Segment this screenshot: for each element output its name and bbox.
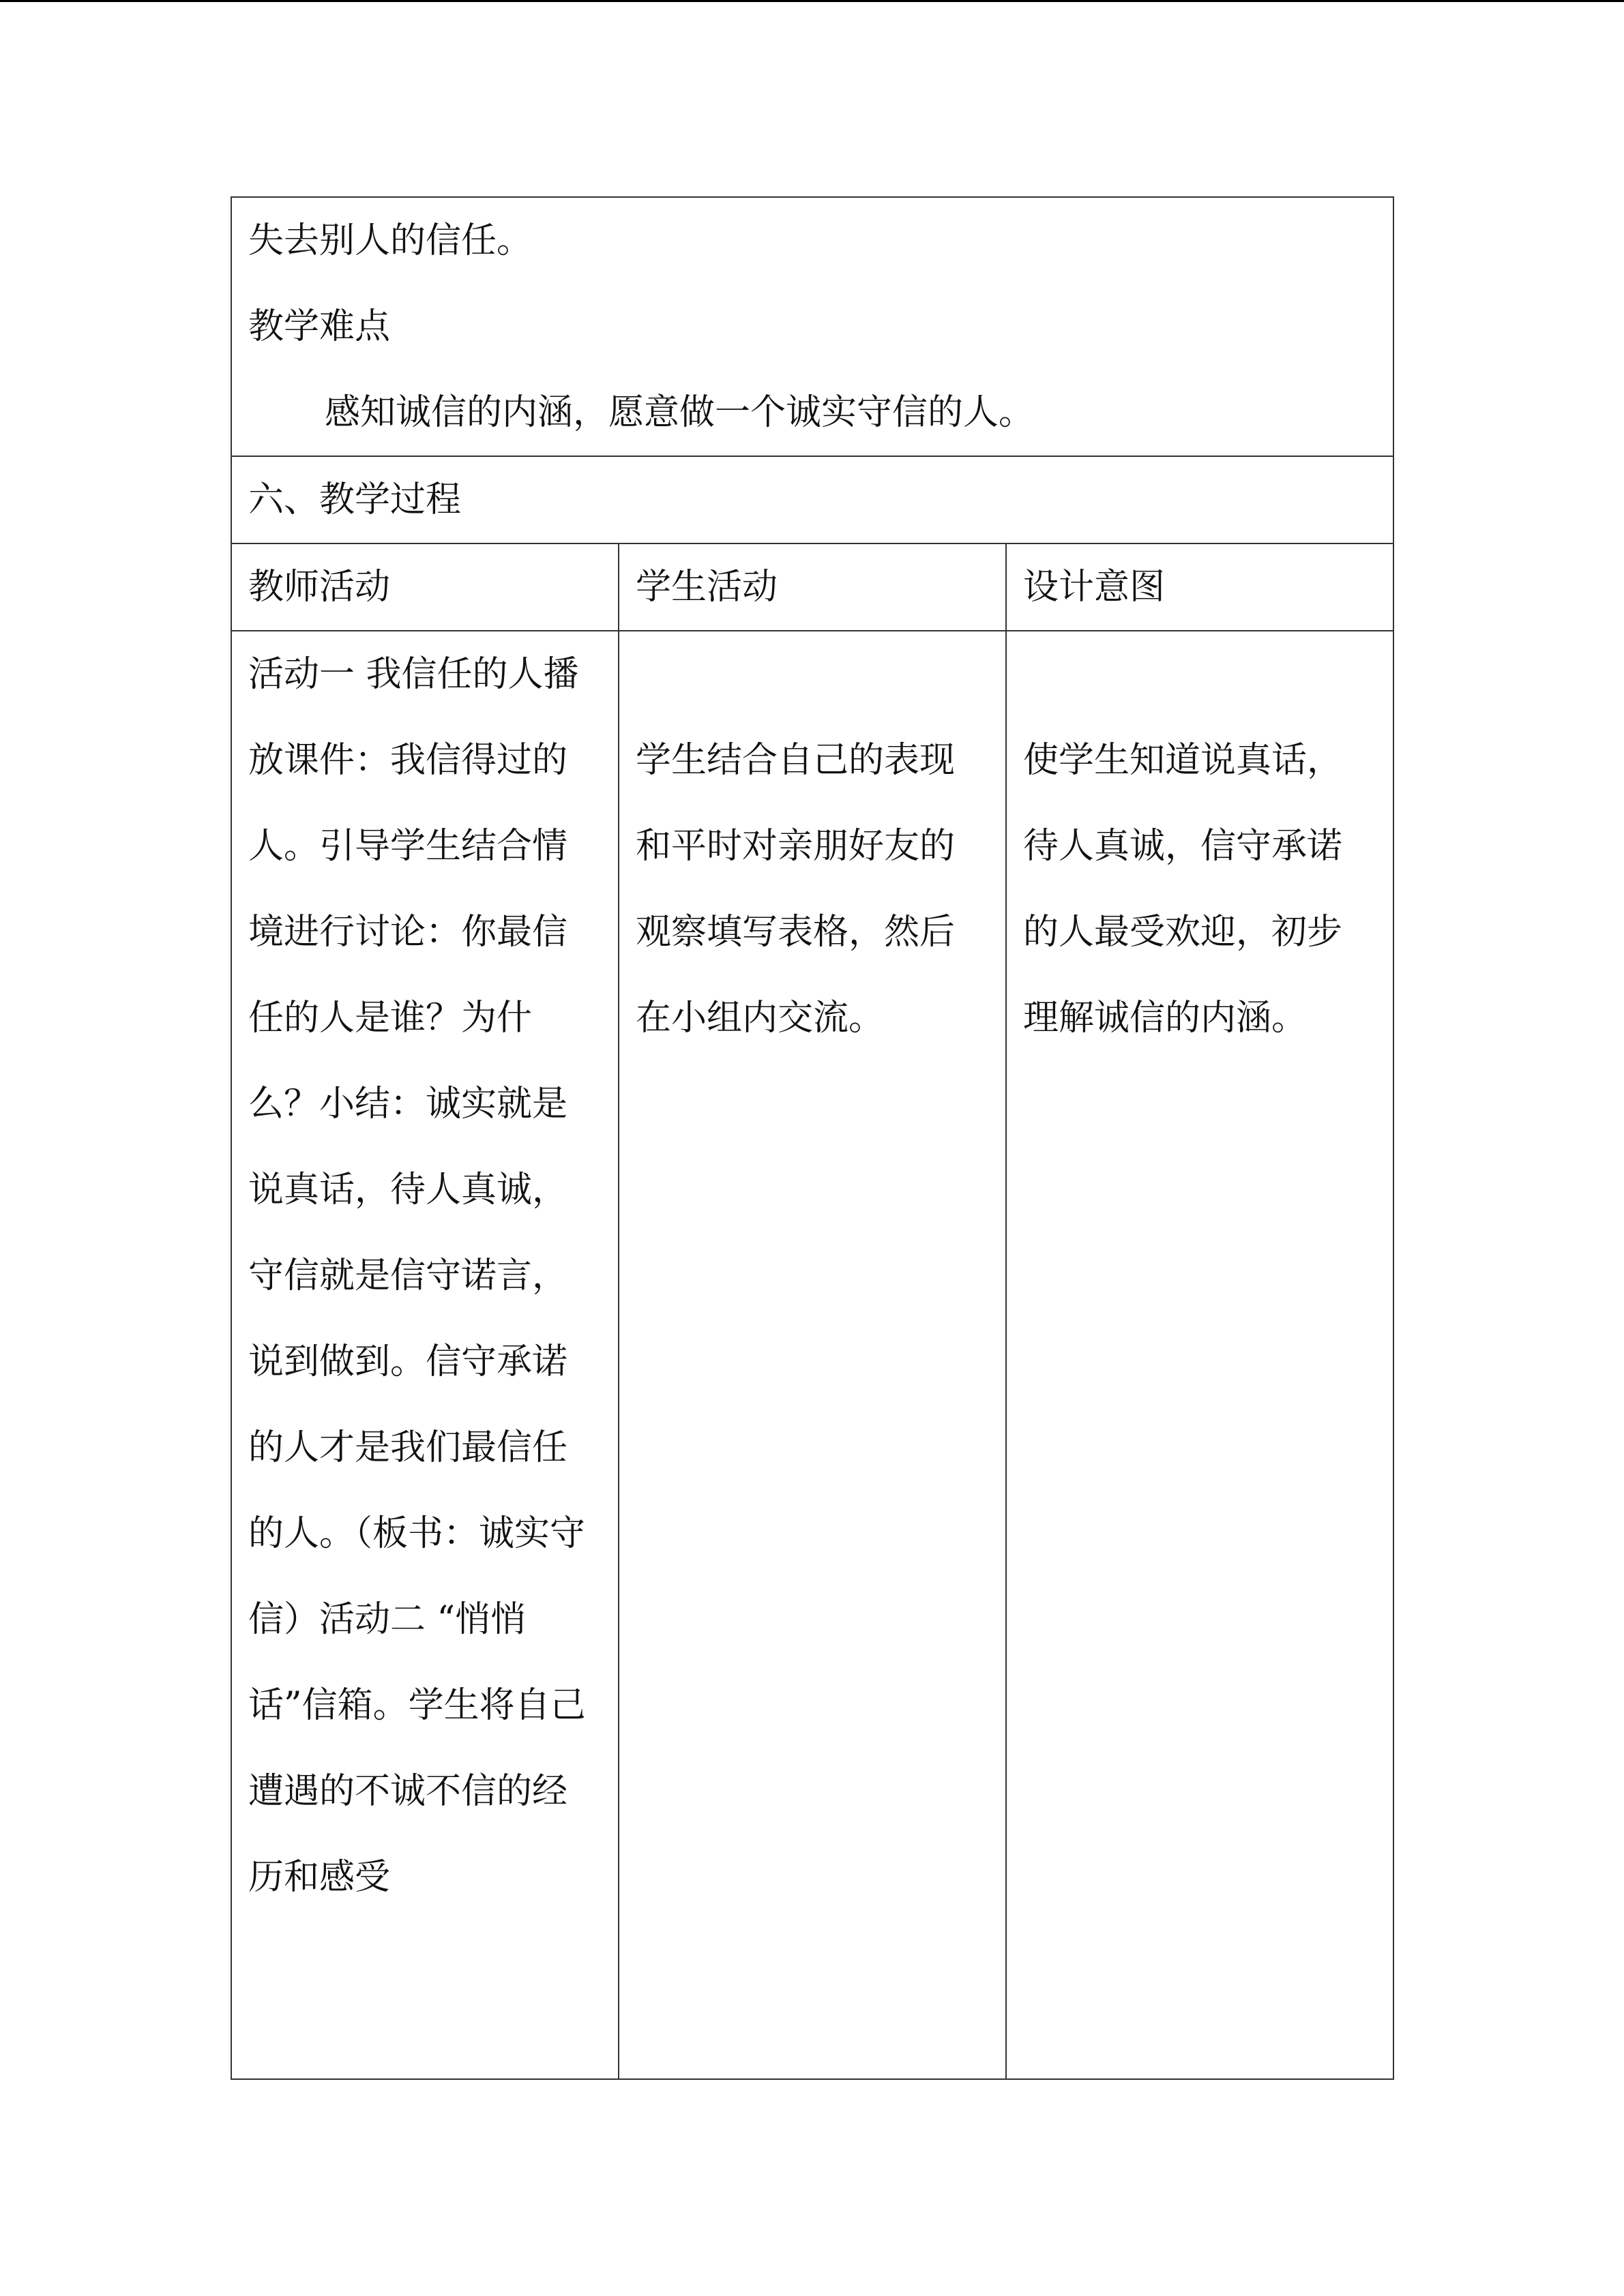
teacher-activity-text: 活动一 我信任的人播放课件：我信得过的人。引导学生结合情境进行讨论：你最信任的人是谁？为什么？小结：诚实就是说真话，待人真诚，守信就是信守诺言，说到做到。信守承诺的人才是我们最信任的人。（板书：诚实守信）活动二 “悄悄话”信箱。学生将自己遭遇的不诚不信的经历和感受 (248, 654, 586, 1898)
intro-row (231, 197, 1393, 456)
column-header-student: 学生活动 (619, 543, 1006, 631)
student-activity-cell (619, 631, 1006, 2079)
activity-row (231, 631, 1393, 2079)
lesson-plan-table (231, 196, 1394, 2080)
intro-cell (231, 197, 1393, 456)
difficulty-text: 感知诚信的内涵，愿意做一个诚实守信的人。 (325, 392, 1035, 433)
column-header-teacher: 教师活动 (231, 543, 619, 631)
teacher-activity-cell (231, 631, 619, 2079)
design-intent-text: 使学生知道说真话，待人真诚，信守承诺的人最受欢迎，初步理解诚信的内涵。 (1023, 740, 1343, 1039)
column-header-intent: 设计意图 (1006, 543, 1393, 631)
column-header-row (231, 543, 1393, 631)
page-top-border (0, 0, 1624, 2)
design-intent-cell (1006, 631, 1393, 2079)
section-row (231, 456, 1393, 543)
section-heading: 六、教学过程 (231, 456, 1393, 543)
intro-line: 失去别人的信任。 (248, 220, 533, 261)
difficulty-heading: 教学难点 (248, 306, 391, 347)
student-activity-text: 学生结合自己的表现和平时对亲朋好友的观察填写表格，然后在小组内交流。 (636, 740, 956, 1039)
